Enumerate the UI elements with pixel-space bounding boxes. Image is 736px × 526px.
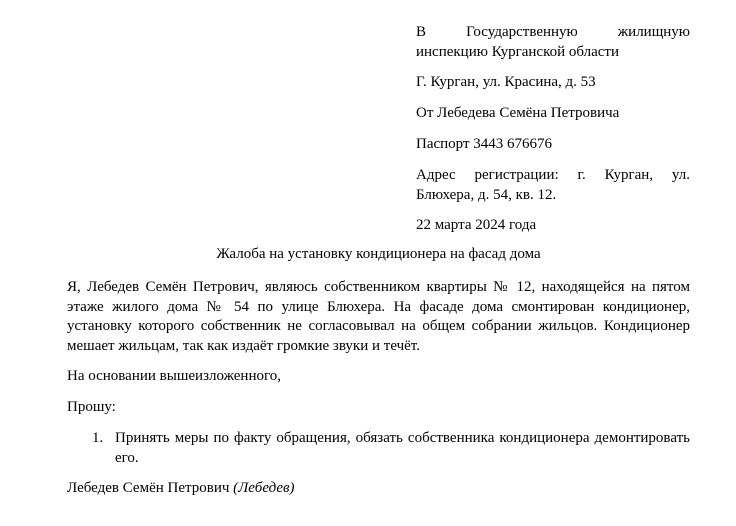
complaint-paragraph: Я, Лебедев Семён Петрович, являюсь собственником квартиры № 12, находящейся на пятом этаже жилого дома № 54 по улице Блюхера. На фасаде дома смонтирован кондиционер, установку которого собственник не согласовывал на общем собрании жильцов. Кондиционер мешает жильцам, так как издаёт громкие звуки и течёт. — [67, 279, 690, 354]
document-title: Жалоба на установку кондиционера на фасад дома — [216, 246, 541, 262]
sender-line: От Лебедева Семёна Петровича — [416, 105, 620, 121]
document-date: 22 марта 2024 года — [416, 217, 537, 233]
signature-name: Лебедев Семён Петрович — [67, 480, 230, 496]
request-label: Прошу: — [67, 399, 116, 415]
addressee-line: В Государственную жилищную инспекцию Курганской области — [416, 24, 690, 60]
request-item-number: 1. — [92, 430, 104, 446]
passport-line: Паспорт 3443 676676 — [416, 136, 553, 152]
addressee-address: Г. Курган, ул. Красина, д. 53 — [416, 74, 596, 90]
signature-mark: (Лебедев) — [233, 480, 295, 496]
signature-line — [67, 479, 690, 499]
request-item-text: Принять меры по факту обращения, обязать собственника кондиционера демонтировать его. — [115, 430, 690, 466]
request-list-item — [92, 429, 690, 468]
registration-address: Адрес регистрации: г. Курган, ул. Блюхера, д. 54, кв. 12. — [416, 167, 690, 203]
grounds-line: На основании вышеизложенного, — [67, 368, 282, 384]
